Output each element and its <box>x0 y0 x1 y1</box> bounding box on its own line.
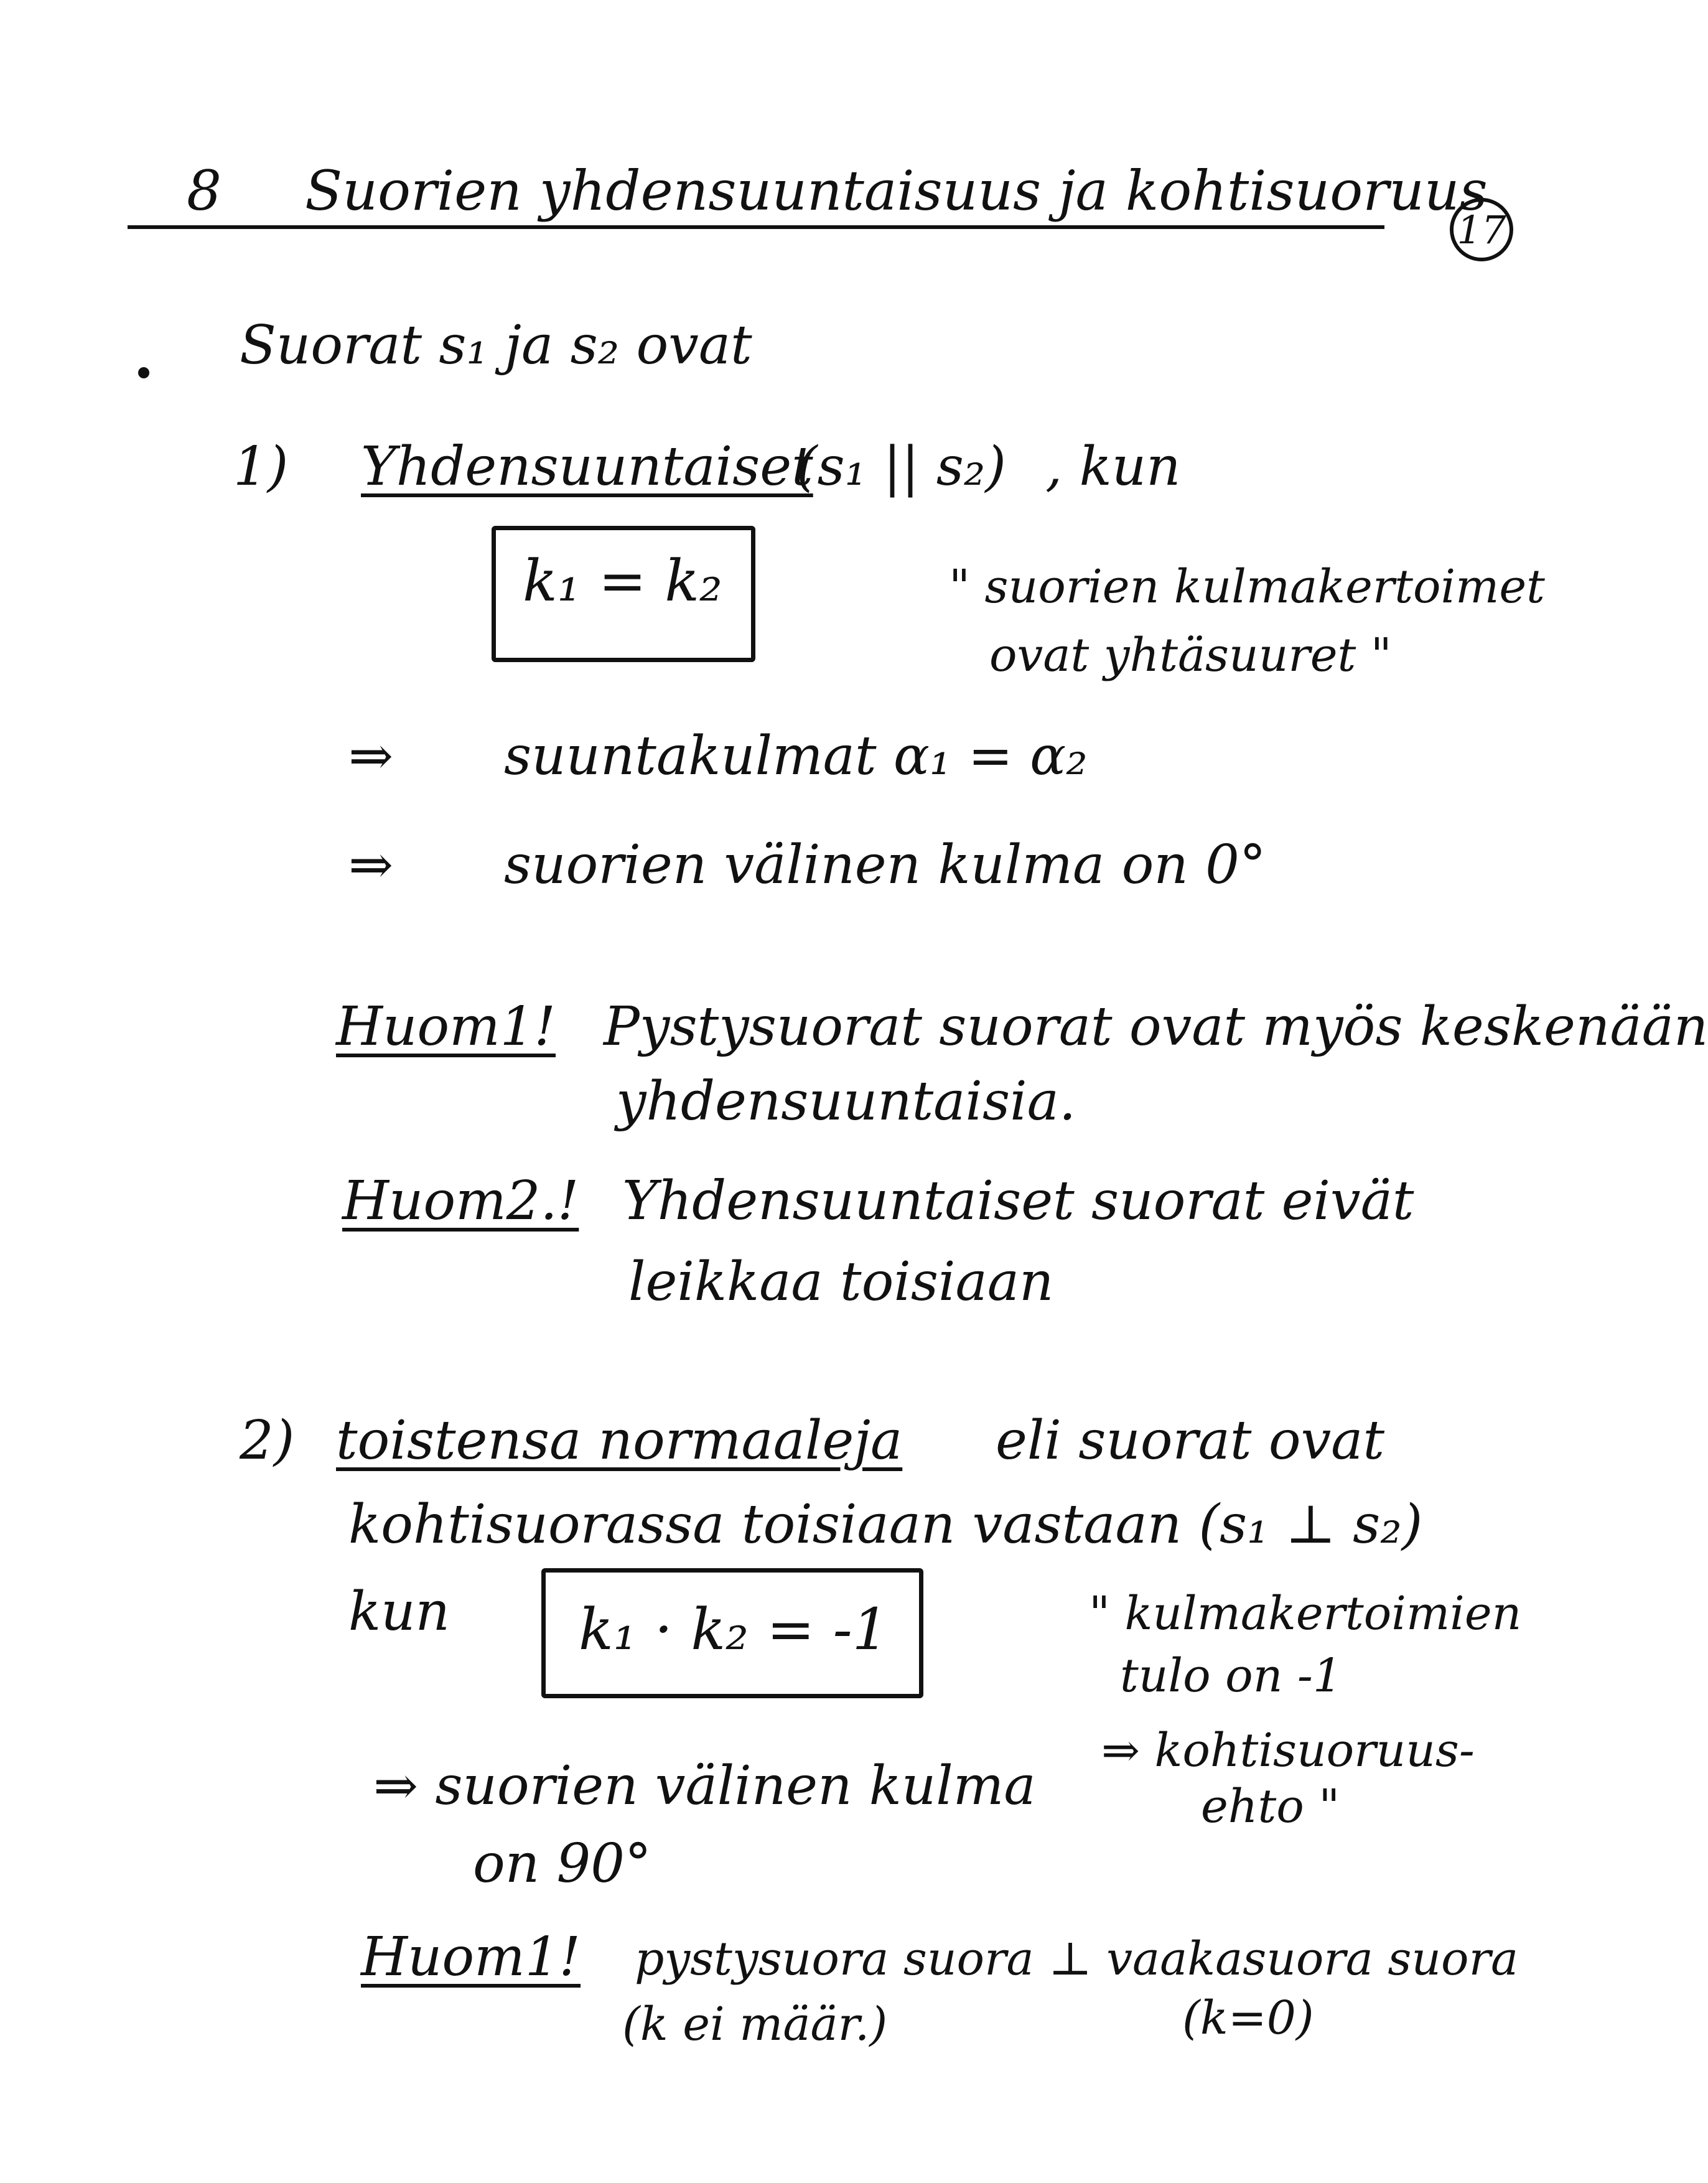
huom2-label: Huom2.! <box>342 1170 579 1232</box>
section2-quote-line1: " kulmakertoimien <box>1089 1587 1522 1640</box>
huom2-line2: leikkaa toisiaan <box>628 1251 1054 1313</box>
section1-quote-line2: ovat yhtäsuuret " <box>989 629 1392 682</box>
section2-quote-line3: ⇒ kohtisuoruus- <box>1101 1724 1475 1777</box>
section2-heading: toistensa normaaleja <box>336 1409 903 1472</box>
section2-huom-sub1: (k ei määr.) <box>622 1998 888 2051</box>
huom1-label: Huom1! <box>336 996 556 1058</box>
section-number: 8 <box>187 159 222 223</box>
section1-label: 1) <box>233 436 289 498</box>
section2-kun: kun <box>348 1581 450 1643</box>
bullet-dot <box>138 367 149 378</box>
huom2-line1: Yhdensuuntaiset suorat eivät <box>622 1170 1414 1232</box>
page-title: Suorien yhdensuuntaisuus ja kohtisuoruus <box>305 159 1488 223</box>
section1-suffix: , kun <box>1045 436 1181 498</box>
section2-huom-label: Huom1! <box>361 1926 581 1988</box>
intro-text: Suorat s₁ ja s₂ ovat <box>240 314 752 376</box>
section2-line1-rest: eli suorat ovat <box>996 1409 1385 1472</box>
consequence-angle-zero: suorien välinen kulma on 0° <box>504 834 1266 896</box>
page-number-circle <box>1450 198 1513 261</box>
section1-notation: (s₁ || s₂) <box>796 436 1006 498</box>
implies-arrow-2: ⇒ <box>348 834 394 896</box>
section2-quote-line4: ehto " <box>1201 1780 1340 1833</box>
section2-consequence-line1: ⇒ suorien välinen kulma <box>373 1755 1036 1817</box>
section2-line2: kohtisuorassa toisiaan vastaan (s₁ ⊥ s₂) <box>348 1494 1423 1556</box>
section2-quote-line2: tulo on -1 <box>1120 1649 1342 1703</box>
section1-heading: Yhdensuuntaiset <box>361 436 813 498</box>
section2-huom-sub2: (k=0) <box>1182 1991 1314 2045</box>
huom1-line1: Pystysuorat suorat ovat myös keskenään <box>604 996 1708 1058</box>
title-underline <box>128 225 1384 229</box>
page-number: 17 <box>1457 207 1506 253</box>
consequence-direction-angles: suuntakulmat α₁ = α₂ <box>504 725 1088 787</box>
section2-huom-line1: pystysuora suora ⊥ vaakasuora suora <box>635 1932 1519 1986</box>
huom1-line2: yhdensuuntaisia. <box>616 1070 1076 1133</box>
parallel-formula: k₁ = k₂ <box>523 548 722 614</box>
implies-arrow-1: ⇒ <box>348 725 394 787</box>
section1-quote-line1: " suorien kulmakertoimet <box>949 560 1545 614</box>
section2-label: 2) <box>240 1409 295 1472</box>
perpendicular-formula: k₁ · k₂ = -1 <box>579 1596 889 1663</box>
section2-consequence-line2: on 90° <box>473 1833 651 1895</box>
